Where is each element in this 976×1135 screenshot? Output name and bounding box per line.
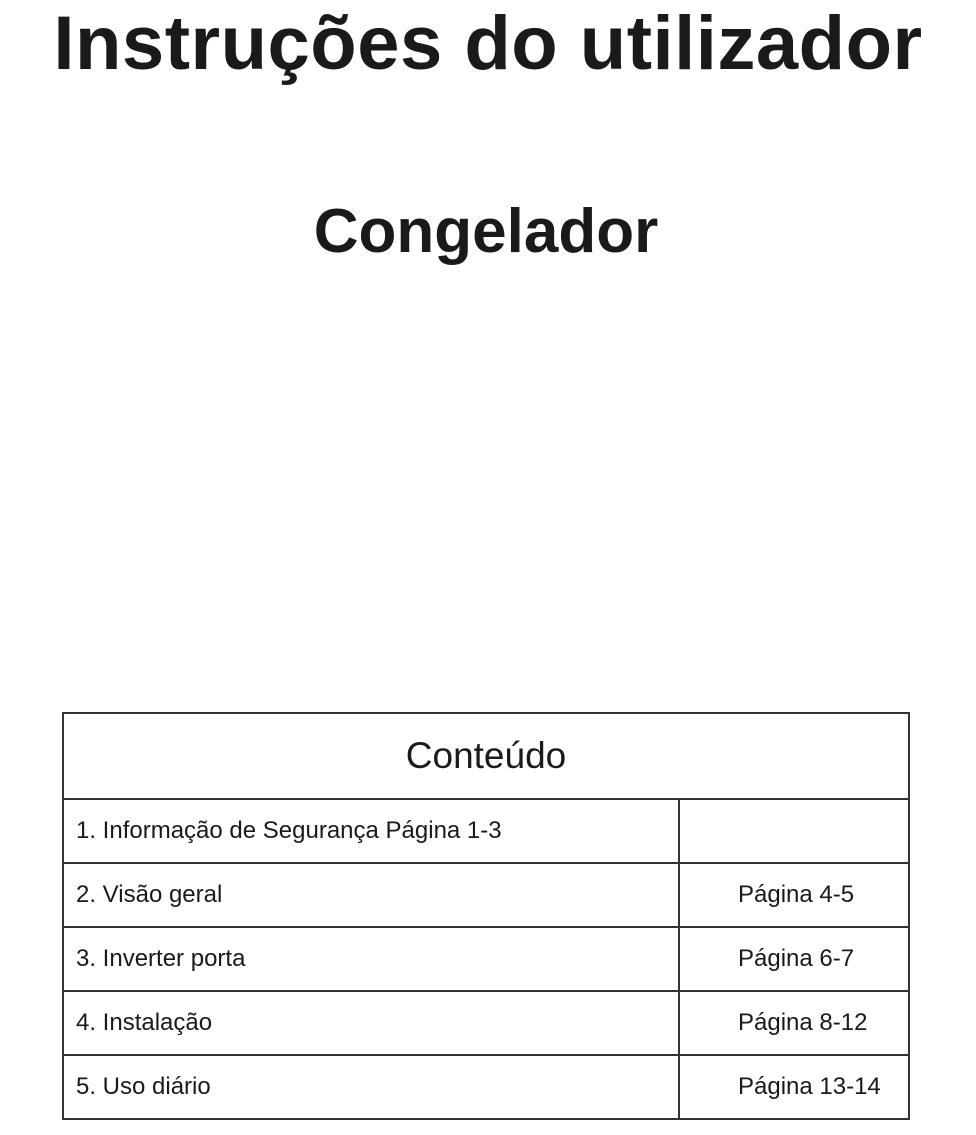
toc-item-label: 3. Inverter porta <box>63 927 679 991</box>
product-subtitle: Congelador <box>313 197 659 266</box>
document-title: Instruções do utilizador <box>53 1 923 86</box>
table-of-contents <box>62 712 910 1120</box>
toc-item-label: 5. Uso diário <box>63 1055 679 1119</box>
table-row <box>63 1055 909 1119</box>
table-row <box>63 799 909 863</box>
toc-page-range: Página 8-12 <box>679 991 909 1055</box>
toc-heading: Conteúdo <box>63 713 909 799</box>
toc-header-row <box>63 713 909 799</box>
toc-page-range <box>679 799 909 863</box>
toc-item-label: 1. Informação de Segurança Página 1-3 <box>63 799 679 863</box>
toc-page-range: Página 6-7 <box>679 927 909 991</box>
table-row <box>63 927 909 991</box>
table-row <box>63 863 909 927</box>
table-row <box>63 991 909 1055</box>
toc-page-range: Página 13-14 <box>679 1055 909 1119</box>
toc-page-range: Página 4-5 <box>679 863 909 927</box>
toc-item-label: 2. Visão geral <box>63 863 679 927</box>
toc-item-label: 4. Instalação <box>63 991 679 1055</box>
